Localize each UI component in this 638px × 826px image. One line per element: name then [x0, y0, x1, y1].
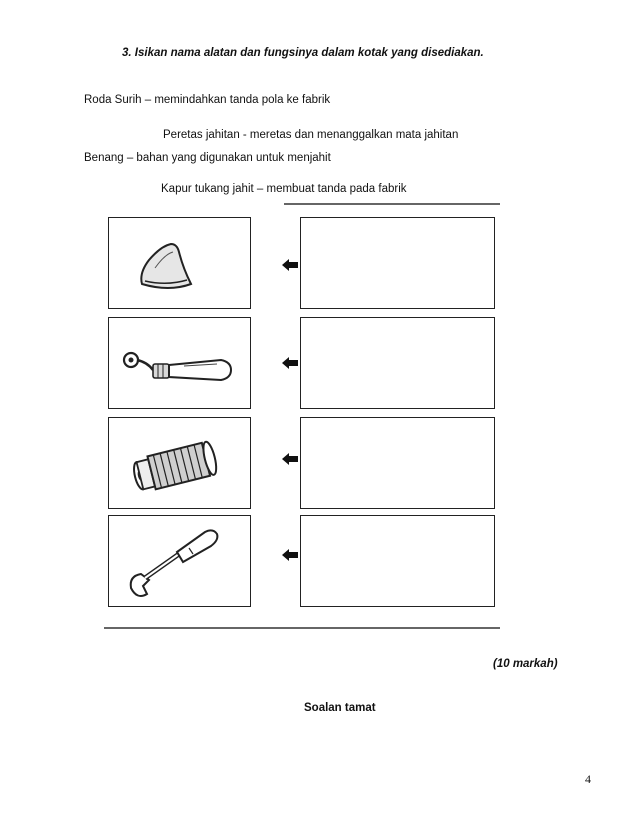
answer-box-1[interactable]	[300, 217, 495, 309]
tool-box-3	[108, 417, 251, 509]
answer-line-3: Benang – bahan yang digunakan untuk menjahit	[84, 152, 331, 164]
arrow-left-icon	[282, 259, 298, 271]
question-title: 3. Isikan nama alatan dan fungsinya dalam kotak yang disediakan.	[122, 47, 484, 59]
end-of-questions: Soalan tamat	[304, 702, 376, 714]
matching-worksheet	[104, 203, 500, 631]
answer-box-4[interactable]	[300, 515, 495, 607]
tool-box-1	[108, 217, 251, 309]
answer-box-3[interactable]	[300, 417, 495, 509]
thread-spool-icon	[109, 418, 252, 510]
page-number: 4	[585, 772, 591, 786]
tailor-chalk-icon	[109, 218, 252, 310]
arrow-left-icon	[282, 357, 298, 369]
arrow-left-icon	[282, 549, 298, 561]
answer-line-1: Roda Surih – memindahkan tanda pola ke fabrik	[84, 94, 331, 106]
tracing-wheel-icon	[109, 318, 252, 410]
tool-box-4	[108, 515, 251, 607]
seam-ripper-wrench-icon	[109, 516, 252, 608]
tool-box-2	[108, 317, 251, 409]
marks-label: (10 markah)	[493, 658, 558, 670]
answer-line-4: Kapur tukang jahit – membuat tanda pada fabrik	[161, 183, 407, 195]
answer-box-2[interactable]	[300, 317, 495, 409]
arrow-left-icon	[282, 453, 298, 465]
answer-line-2: Peretas jahitan - meretas dan menanggalkan mata jahitan	[163, 129, 459, 141]
